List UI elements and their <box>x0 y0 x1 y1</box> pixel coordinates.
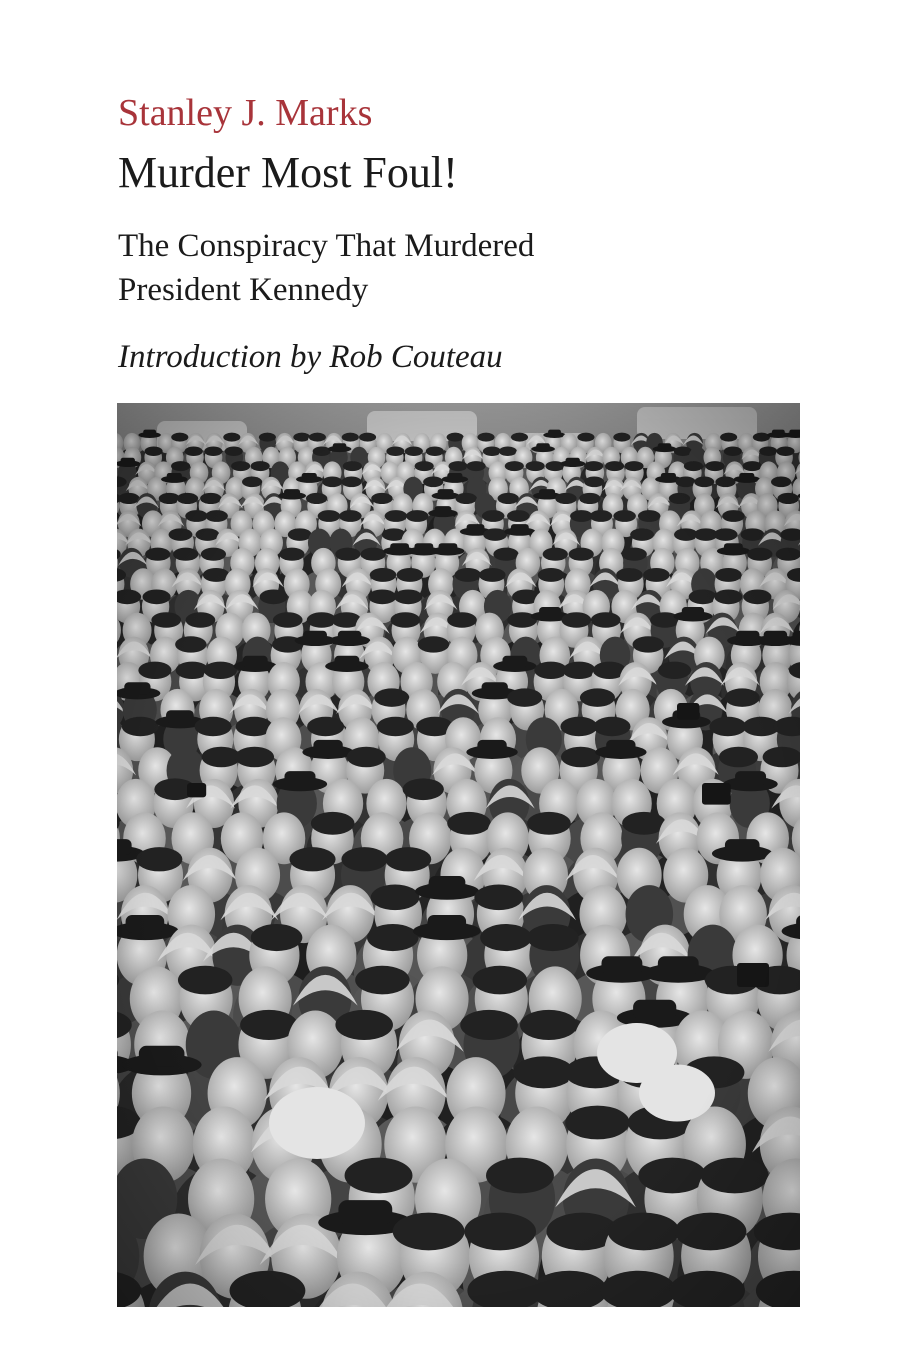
author-name: Stanley J. Marks <box>118 92 373 134</box>
subtitle-line-2: President Kennedy <box>118 272 369 308</box>
introduction-credit: Introduction by Rob Couteau <box>118 339 503 375</box>
crowd-photo <box>117 403 800 1307</box>
book-subtitle <box>118 224 818 312</box>
subtitle-line-1: The Conspiracy That Murdered <box>118 228 535 264</box>
book-title: Murder Most Foul! <box>118 148 458 197</box>
crowd-photo-illustration <box>117 403 800 1307</box>
